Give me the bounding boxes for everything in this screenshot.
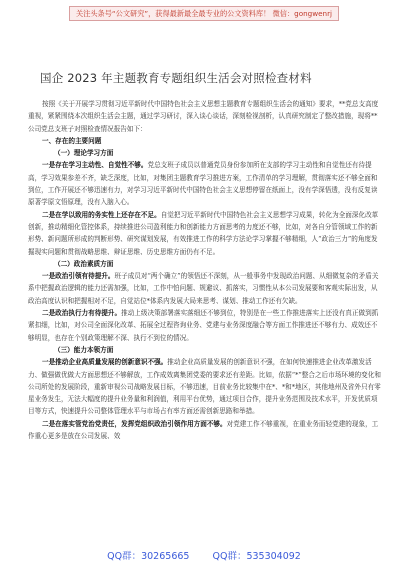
subsection-heading-ability: （三）能力本领方面: [54, 345, 114, 354]
paragraph-3: [28, 270, 384, 307]
paragraph-4: [28, 307, 384, 344]
paragraph-1-text: 党总支班子成员以普通党员身份参加所在支部的学习主动性和自觉性还有待提高，学习效果参差不齐，缺乏深度，比如，对集团主题教育学习推进方案，工作清单的学习理解，贯彻落实还不够全面和到位，工作开展还不够迅速有力，对学习习近平新时代中国特色社会主义思想停留在纸面上，没有学深悟透，没有反复读原著学原文悟原理，没有入脑入心。: [28, 161, 378, 207]
intro-paragraph: 按照《关于开展学习贯彻习近平新时代中国特色社会主义思想主题教育专题组织生活会的通知》要求，**党总支高度重视，紧紧围绕本次组织生活会主题，通过学习研讨，深入谈心谈话，深刻检视剖析，认真研究制定了整改措施，现将**公司党总支班子对照检查情况报告如下：: [28, 100, 379, 133]
document-title: 国企 2023 年主题教育专题组织生活会对照检查材料: [40, 71, 312, 85]
footer-contact: [0, 548, 408, 562]
paragraph-4-text: 推动上级决策部署落实落细还不够到位，特别是在一些工作推进落实上还没有真正做到抓紧扣细，比如，对公司全面深化改革、拓展全过程咨询业务、党建与业务深度融合等方面工作推进还不够有力、成效还不够明显，也存在个别政策理解不深、执行不到位的情况。: [28, 309, 379, 342]
paragraph-1: [28, 159, 384, 208]
header-banner: [0, 0, 408, 40]
paragraph-6: [28, 418, 384, 443]
paragraph-5-text: 推动企业高质量发展的创新意识不强，在如何快速推进企业改革激发活力、做强做优做大方面思想还不够解放，工作成效离集团党委的要求还有差距。比如，依据“*”整合之后市场环境的变化和公司所处的发展阶段，重新审视公司战略发展目标，不够迅速，目前业务比较集中在*、*和*地区，其他地州及省外只有零星业务发生，无法大幅度的提升业务量和利润值，利用平台优势，通过项目合作，提升业务范围及技术水平，开发优质项目等方式，快速提升公司整体管理水平与市场占有率方面还需创新思路和举措。: [28, 358, 381, 416]
subsection-heading-political: （二）政治素质方面: [54, 259, 114, 268]
paragraph-5-lead: 一是推动企业高质量发展的创新意识不强。: [42, 358, 168, 367]
paragraph-2-lead: 二是在学以致用的务实性上还存在不足。: [42, 210, 161, 219]
paragraph-4-lead: 二是政治执行力有待提升。: [42, 309, 122, 318]
footer-qq-group-1: QQ群：30265665: [107, 551, 190, 562]
paragraph-1-lead: 一是存在学习主动性、自觉性不够。: [42, 161, 148, 170]
banner-text: 关注头条号“公文研究”，获得最新最全最专业的公文资料库！ 微信：gongwenrj: [69, 6, 339, 21]
paragraph-6-text: 对党建工作不够重视，在重业务而轻党建的现象，工作重心更多是放在公司发展、效: [28, 419, 379, 441]
paragraph-6-lead: 二是在落实管党治党责任，发挥党组织政治引领作用方面不够。: [42, 419, 227, 428]
section-heading-problems: 一、存在的主要问题: [42, 136, 102, 145]
paragraph-5: [28, 356, 384, 417]
document-body: [28, 98, 384, 442]
paragraph-3-lead: 一是政治引领有待提升。: [42, 272, 115, 281]
paragraph-3-text: 班子成员对“两个确立”的领悟还不深刻，从一般事务中发现政治问题、从细微复杂的矛盾关系中把握政治逻辑的能力还需加强，比如，工作中怕问题、规避议、抓落实，习惯性从本公司发展要和客观实际出发，从政治高度认识和把握相对不足，自觉站位*体系内发展大局来思考、谋划、推动工作还有欠缺。: [28, 272, 379, 305]
paragraph-2: [28, 209, 384, 258]
paragraph-2-text: 自觉把习近平新时代中国特色社会主义思想学习成果，转化为全面深化改革创新，推动精细化管控体系，持续推进公司盈利能力和创新能力方面思考的力度还不够，比如，对各自分管领域工作的新形势、新问题所形成的判断形势、研究谋划发展，有效推进工作的科学方法论学习掌握不够精细，人“政治三力”的角度发掘现实问题和贯彻战略思维、辩证思维、历史思维方面仍有不足。: [28, 210, 379, 256]
subsection-heading-theory: （一）理论学习方面: [54, 149, 114, 158]
footer-qq-group-2: QQ群：535304092: [212, 551, 301, 562]
